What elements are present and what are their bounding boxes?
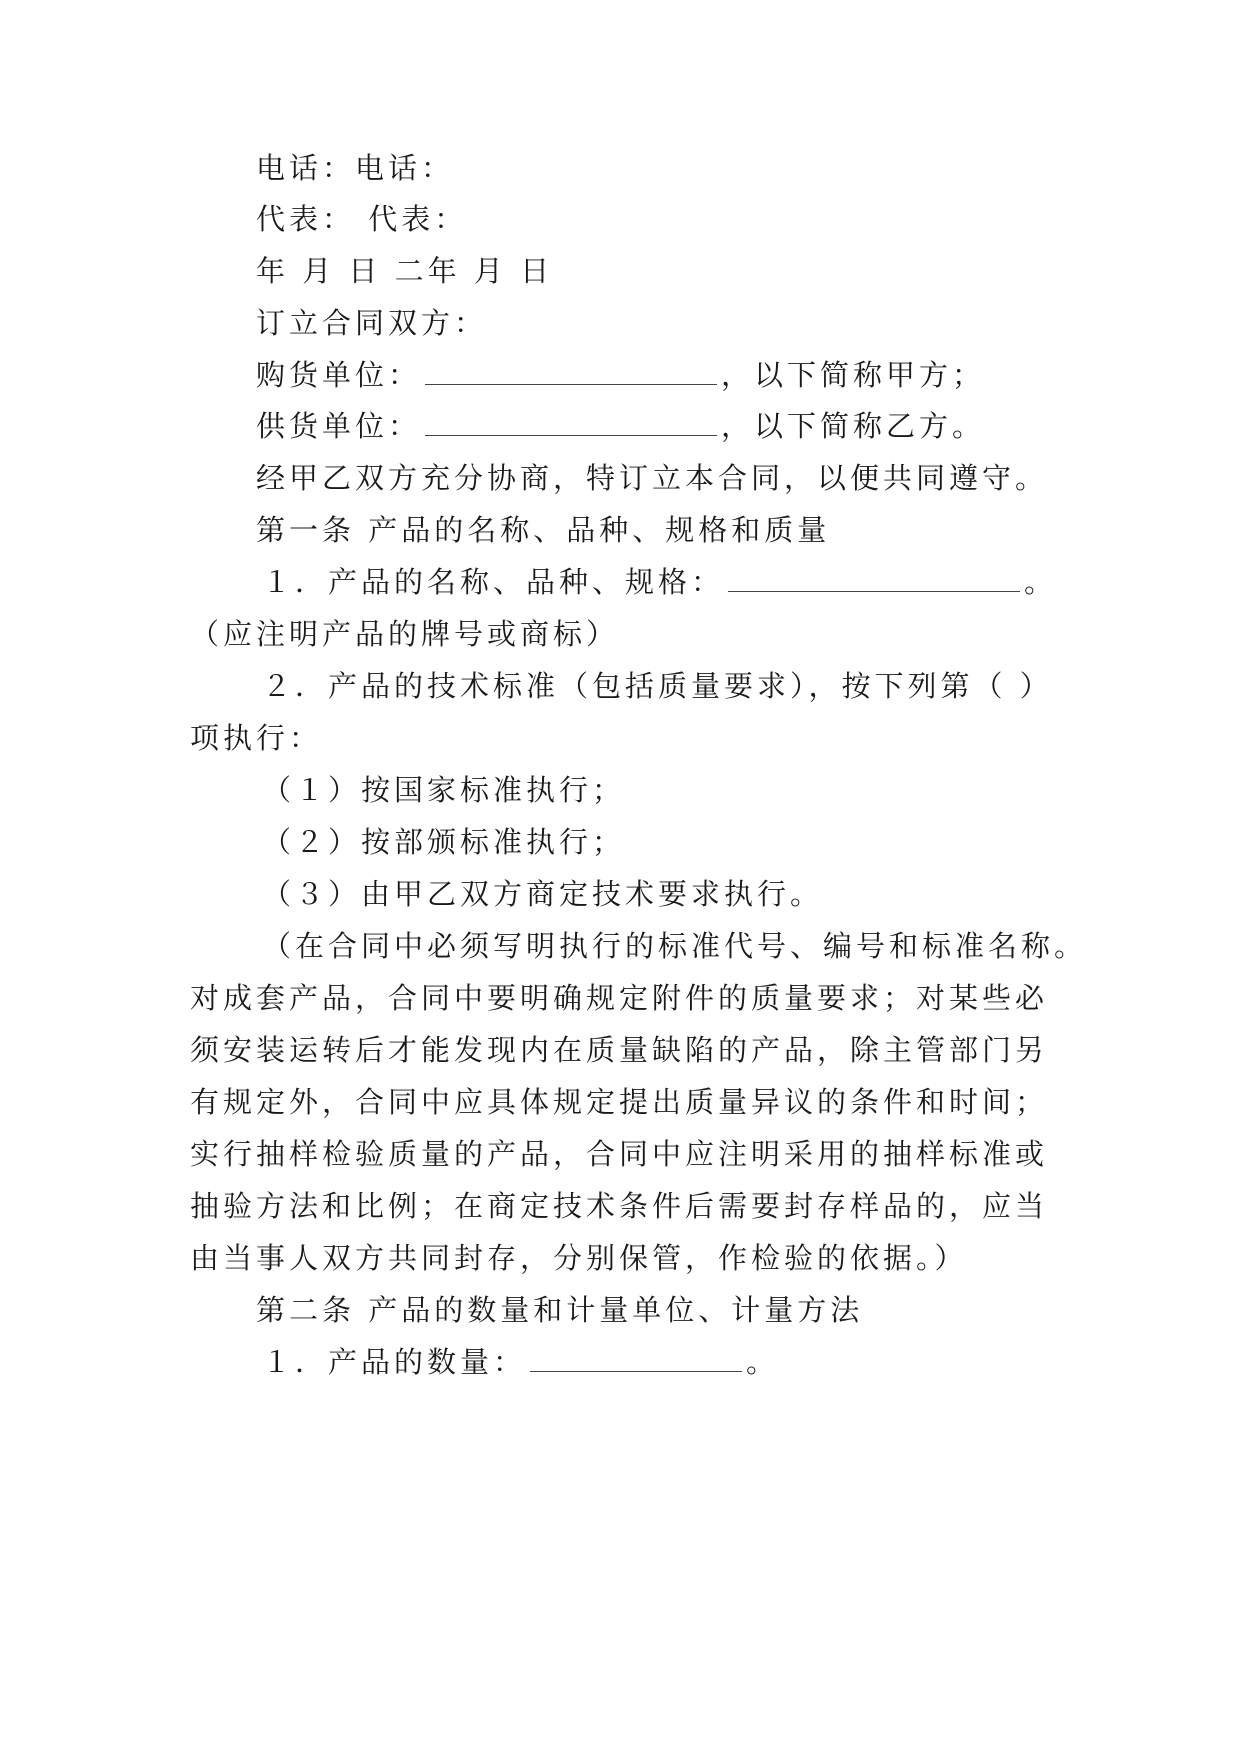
article2-item1-suffix: 。 bbox=[746, 1345, 780, 1379]
seller-blank[interactable] bbox=[425, 407, 717, 436]
article1-item2-line2: 项执行： bbox=[190, 721, 323, 755]
buyer-suffix: ，以下简称甲方； bbox=[721, 358, 986, 392]
article1-item1-note: （应注明产品的牌号或商标） bbox=[190, 617, 620, 651]
article1-title: 第一条 产品的名称、品种、规格和质量 bbox=[256, 513, 831, 547]
article1-item1 bbox=[262, 562, 1142, 602]
representative-line: 代表： 代表： bbox=[256, 202, 468, 236]
article1-item2-line1: ２．产品的技术标准（包括质量要求），按下列第（ ） bbox=[262, 669, 1053, 703]
option-3: （３）由甲乙双方商定技术要求执行。 bbox=[262, 877, 824, 911]
buyer-line bbox=[256, 355, 1136, 395]
note-line: 有规定外，合同中应具体规定提出质量异议的条件和时间； bbox=[190, 1085, 1049, 1119]
preamble: 经甲乙双方充分协商，特订立本合同，以便共同遵守。 bbox=[256, 461, 1049, 495]
article2-item1-label: １．产品的数量： bbox=[262, 1345, 527, 1379]
option-1: （１）按国家标准执行； bbox=[262, 773, 626, 807]
option-2: （２）按部颁标准执行； bbox=[262, 825, 626, 859]
parties-heading: 订立合同双方： bbox=[256, 306, 488, 340]
seller-suffix: ，以下简称乙方。 bbox=[721, 409, 986, 443]
phone-line: 电话：电话： bbox=[256, 151, 455, 185]
note-line: 抽验方法和比例；在商定技术条件后需要封存样品的，应当 bbox=[190, 1189, 1049, 1223]
product-name-blank[interactable] bbox=[728, 563, 1020, 592]
note-line: 对成套产品，合同中要明确规定附件的质量要求；对某些必 bbox=[190, 981, 1049, 1015]
buyer-blank[interactable] bbox=[425, 356, 717, 385]
note-line: （在合同中必须写明执行的标准代号、编号和标准名称。 bbox=[262, 929, 1088, 963]
note-line: 实行抽样检验质量的产品，合同中应注明采用的抽样标准或 bbox=[190, 1137, 1049, 1171]
buyer-label: 购货单位： bbox=[256, 358, 422, 392]
article2-title: 第二条 产品的数量和计量单位、计量方法 bbox=[256, 1293, 864, 1327]
date-line: 年 月 日 二年 月 日 bbox=[256, 254, 554, 288]
seller-line bbox=[256, 406, 1136, 446]
article2-item1 bbox=[262, 1342, 1142, 1382]
article1-item1-label: １．产品的名称、品种、规格： bbox=[262, 565, 725, 599]
note-line: 由当事人双方共同封存，分别保管，作检验的依据。） bbox=[190, 1241, 968, 1275]
article1-item1-suffix: 。 bbox=[1024, 565, 1058, 599]
quantity-blank[interactable] bbox=[530, 1343, 742, 1372]
seller-label: 供货单位： bbox=[256, 409, 422, 443]
note-line: 须安装运转后才能发现内在质量缺陷的产品，除主管部门另 bbox=[190, 1033, 1049, 1067]
